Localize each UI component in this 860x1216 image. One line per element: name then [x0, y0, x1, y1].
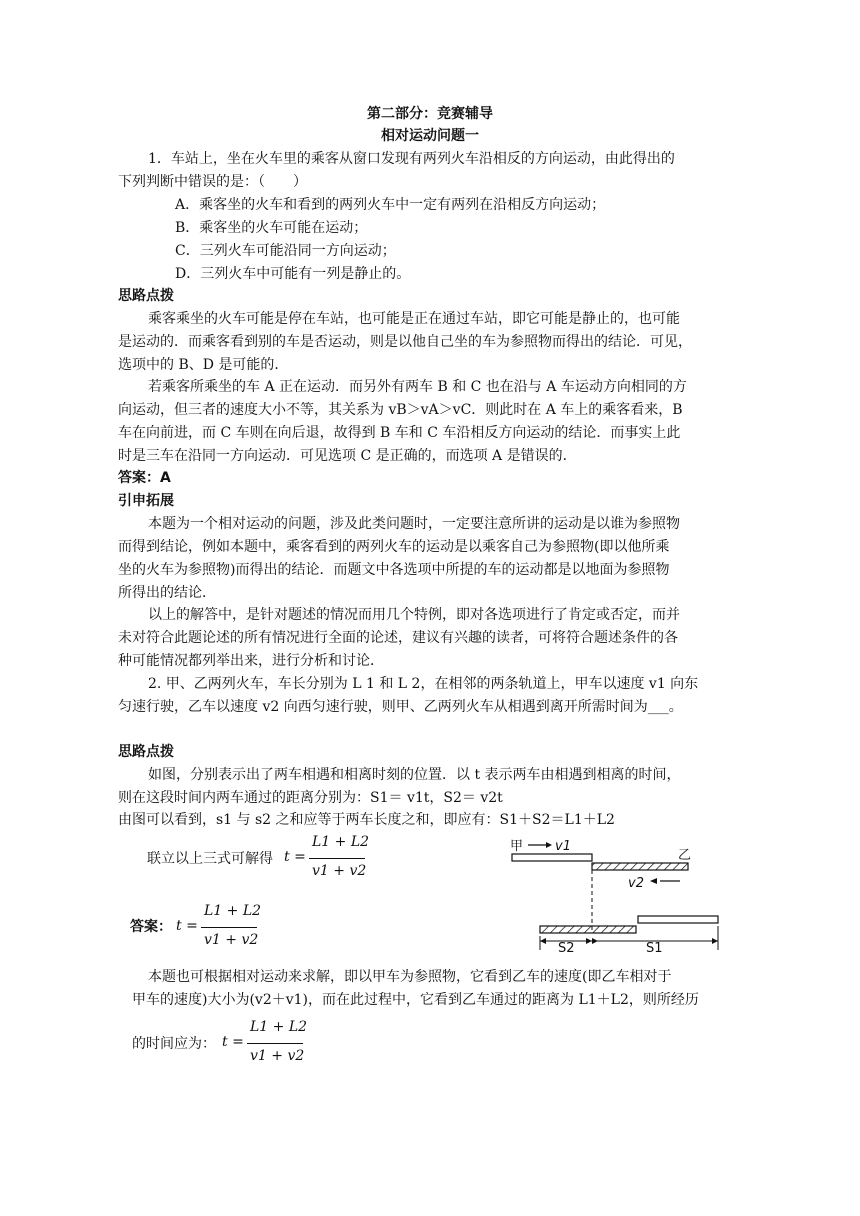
train-jia-meet: [512, 854, 592, 861]
q1-option-b: B．乘客坐的火车可能在运动；: [175, 220, 368, 236]
q1-extension-line: 未对符合此题论述的所有情况进行全面的论述，建议有兴趣的读者，可将符合题述条件的各: [118, 630, 678, 646]
q1-stem-line1: 1．车站上，坐在火车里的乘客从窗口发现有两列火车沿相反的方向运动，由此得出的: [148, 151, 675, 167]
q1-option-a: A．乘客坐的火车和看到的两列火车中一定有两列在沿相反方向运动；: [175, 197, 606, 213]
q1-extension-line: 种可能情况都列举出来，进行分析和讨论．: [118, 653, 384, 669]
fraction-bar: [201, 927, 257, 928]
q2-formula-1: [284, 834, 370, 884]
q2-alt-line2: 甲车的速度)大小为(v2＋v1)，而在此过程中，它看到乙车通过的距离为 L1＋L2，则所经历: [132, 992, 699, 1008]
q1-extension-heading: 引申拓展: [118, 493, 174, 509]
q2-formula-alt: [222, 1019, 308, 1069]
q2-hint-heading: 思路点拨: [118, 744, 174, 760]
q1-stem-line2: 下列判断中错误的是：（ ）: [118, 174, 307, 190]
q1-extension-line: 所得出的结论．: [118, 585, 216, 601]
train-jia-separate: [638, 916, 718, 923]
s1-arrowhead-left: [592, 938, 598, 944]
q2-alt-line1: 本题也可根据相对运动来求解，即以甲车为参照物，它看到乙车的速度(即乙车相对于: [148, 969, 672, 985]
v2-arrowhead: [650, 878, 657, 884]
v1-label: v1: [555, 839, 571, 854]
q1-extension-line: 以上的解答中，是针对题述的情况而用几个特例，即对各选项进行了肯定或否定，而并: [148, 607, 680, 623]
formula-denominator: v1 + v2: [312, 863, 367, 879]
q1-hint-heading: 思路点拨: [118, 288, 174, 304]
q1-option-d: D．三列火车中可能有一列是静止的。: [175, 266, 411, 282]
q1-hint-line: 向运动，但三者的速度大小不等，其关系为 vB＞vA＞vC．则此时在 A 车上的乘客看来，B: [118, 402, 683, 418]
v1-arrowhead: [546, 842, 552, 848]
s2-arrowhead-left: [540, 938, 546, 944]
q2-hint-line1: 如图，分别表示出了两车相遇和相离时刻的位置．以 t 表示两车由相遇到相离的时间，: [148, 767, 681, 783]
page-title: 第二部分：竞赛辅导: [367, 106, 493, 122]
q1-answer: 答案：A: [118, 470, 171, 486]
q2-stem-line2: 匀速行驶，乙车以速度 v2 向西匀速行驶，则甲、乙两列火车从相遇到离开所需时间为___。: [118, 699, 683, 715]
train-diagram: [500, 830, 730, 955]
formula-denominator: v1 + v2: [250, 1048, 305, 1064]
s2-label: S2: [558, 941, 575, 955]
q1-hint-line: 选项中的 B、D 是可能的．: [118, 357, 289, 373]
q2-alt-line3: 的时间应为：: [132, 1036, 216, 1052]
q1-hint-line: 车在向前进，而 C 车则在向后退，故得到 B 车和 C 车沿相反方向运动的结论．而事实上此: [118, 425, 681, 441]
q1-extension-line: 坐的火车为参照物)而得出的结论．而题文中各选项中所提的车的运动都是以地面为参照物: [118, 562, 670, 578]
v2-label: v2: [628, 876, 644, 891]
formula-lhs: t =: [284, 849, 306, 865]
q1-hint-line: 乘客乘坐的火车可能是停在车站，也可能是正在通过车站，即它可能是静止的，也可能: [148, 311, 680, 327]
train-yi-label: 乙: [678, 848, 692, 863]
q2-stem-line1: 2. 甲、乙两列火车，车长分别为 L 1 和 L 2，在相邻的两条轨道上，甲车以速度 v1 向东: [148, 676, 699, 692]
train-yi-separate: [540, 926, 636, 933]
q1-option-c: C．三列火车可能沿同一方向运动；: [175, 243, 396, 259]
q2-formula-answer: [176, 903, 262, 953]
formula-denominator: v1 + v2: [204, 932, 259, 948]
s1-arrowhead-right: [712, 938, 718, 944]
q1-hint-line: 若乘客所乘坐的车 A 正在运动．而另外有两车 B 和 C 也在沿与 A 车运动方向相同的方: [148, 379, 687, 395]
s1-label: S1: [646, 941, 663, 955]
formula-lhs: t =: [222, 1034, 244, 1050]
page-subtitle: 相对运动问题一: [381, 128, 479, 144]
q2-hint-line3: 由图可以看到，s1 与 s2 之和应等于两车长度之和，即应有：S1＋S2＝L1＋L2: [118, 812, 615, 828]
q1-hint-line: 是运动的．而乘客看到别的车是否运动，则是以他自己坐的车为参照物而得出的结论．可见，: [118, 334, 692, 350]
formula-numerator: L1 + L2: [312, 834, 370, 850]
formula-numerator: L1 + L2: [250, 1019, 308, 1035]
train-yi-meet: [592, 863, 688, 870]
s2-arrowhead-right: [586, 938, 592, 944]
q2-answer-label: 答案：: [130, 919, 172, 935]
formula-lhs: t =: [176, 918, 198, 934]
fraction-bar: [247, 1043, 303, 1044]
q1-extension-line: 而得到结论，例如本题中，乘客看到的两列火车的运动是以乘客自己为参照物(即以他所乘: [118, 539, 670, 555]
q2-hint-line2: 则在这段时间内两车通过的距离分别为：S1＝ v1t，S2＝ v2t: [118, 790, 503, 806]
fraction-bar: [309, 858, 365, 859]
q1-hint-line: 时是三车在沿同一方向运动．可见选项 C 是正确的，而选项 A 是错误的．: [118, 448, 577, 464]
train-jia-label: 甲: [510, 839, 524, 854]
formula-numerator: L1 + L2: [204, 903, 262, 919]
q1-extension-line: 本题为一个相对运动的问题，涉及此类问题时，一定要注意所讲的运动是以谁为参照物: [148, 516, 680, 532]
q2-combine-text: 联立以上三式可解得: [147, 851, 273, 867]
